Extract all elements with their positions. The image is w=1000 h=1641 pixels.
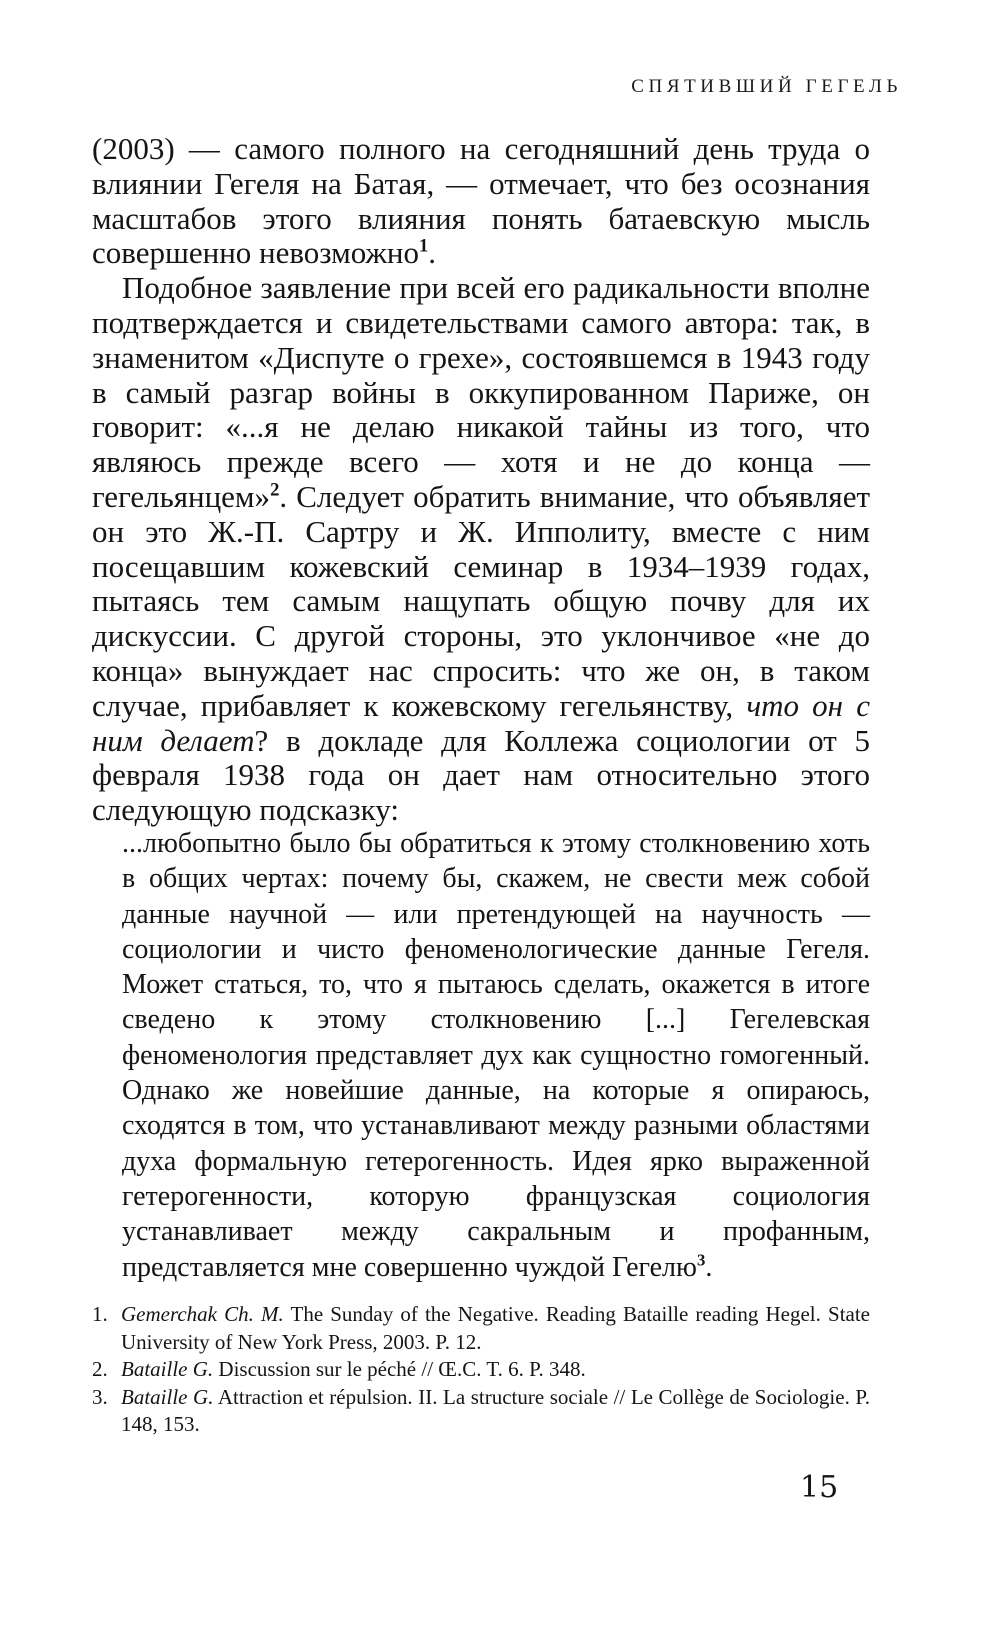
footnote-ref-1: 1	[418, 236, 429, 258]
footnote-text	[121, 1384, 870, 1439]
quote-end: .	[705, 1251, 713, 1283]
paragraph-2-part2: . Следует обратить внимание, что объявляет он это Ж.-П. Сартру и Ж. Ипполиту, вместе с ним посещавшим кожевский семинар в 1934–1939 годах, пытаясь тем самым нащупать общую почву для их дискуссии. С другой стороны, это уклончивое «не до конца» вынуждает нас спросить: что же он, в таком случае, прибавляет к кожевскому гегельянству,	[92, 478, 870, 723]
footnote-number: 1.	[92, 1302, 108, 1326]
footnote-3	[92, 1384, 870, 1439]
block-quote	[122, 826, 870, 1285]
footnote-number: 3.	[92, 1384, 108, 1409]
footnote-author: Bataille G.	[121, 1357, 214, 1382]
footnote-ref-2: 2	[270, 479, 280, 501]
footnote-1	[92, 1301, 870, 1356]
footnote-author: Bataille G.	[121, 1384, 214, 1409]
footnote-ref-3: 3	[696, 1250, 706, 1270]
footnotes	[92, 1301, 870, 1439]
page-number: 15	[800, 1470, 839, 1505]
paragraph-1-end: .	[428, 235, 437, 271]
paragraph-2-italic: что он с ним делает	[92, 687, 870, 758]
paragraph-2-part1: Подобное заявление при всей его радикальности вполне подтверждается и свидетельствами самого автора: так, в знаменитом «Диспуте о грехе», состоявшемся в 1943 году в самый разгар войны в оккупированном Париже, он говорит: «...я не делаю никакой тайны из того, что являюсь прежде всего — хотя и не до конца — гегельянцем»	[92, 270, 870, 514]
paragraph-2-part3: ? в докладе для Коллежа социологии от 5 февраля 1938 года он дает нам относительно этого следующую подсказку:	[92, 722, 870, 828]
footnote-body: The Sunday of the Negative. Reading Bataille reading Hegel. State University of New York Press, 2003. P. 12.	[121, 1302, 871, 1354]
footnote-2	[92, 1356, 870, 1384]
footnote-body: Discussion sur le péché // Œ.C. T. 6. P. 348.	[213, 1357, 586, 1382]
main-text	[92, 132, 870, 828]
quote-text: ...любопытно было бы обратиться к этому столкновению хоть в общих чертах: почему бы, скажем, не свести меж собой данные научной — или претендующей на научность — социологии и чисто феноменологические данные Гегеля. Может статься, то, что я пытаюсь сделать, окажется в итоге сведено к этому столкновению [...] Гегелевская феноменология представляет дух как сущностно гомогенный. Однако же новейшие данные, на которые я опираюсь, сходятся в том, что устанавливают между разными областями духа формальную гетерогенность. Идея ярко выраженной гетерогенности, которую французская социология устанавливает между сакральным и профанным, представляется мне совершенно чуждой Гегелю	[122, 828, 870, 1283]
footnote-text	[121, 1301, 870, 1356]
footnote-number: 2.	[92, 1357, 108, 1382]
quote-paragraph	[122, 826, 870, 1285]
paragraph-1	[92, 132, 870, 271]
running-header: СПЯТИВШИЙ ГЕГЕЛЬ	[631, 76, 902, 97]
footnote-body: Attraction et répulsion. II. La structure sociale // Le Collège de Sociologie. P. 148, 153.	[121, 1384, 870, 1437]
footnote-author: Gemerchak Ch. M.	[121, 1302, 284, 1326]
paragraph-2	[92, 271, 870, 828]
paragraph-1-text: (2003) — самого полного на сегодняшний день труда о влиянии Гегеля на Батая, — отмечает, что без осознания масштабов этого влияния понять батаевскую мысль совершенно невозможно	[92, 131, 870, 271]
footnote-text	[121, 1356, 870, 1384]
